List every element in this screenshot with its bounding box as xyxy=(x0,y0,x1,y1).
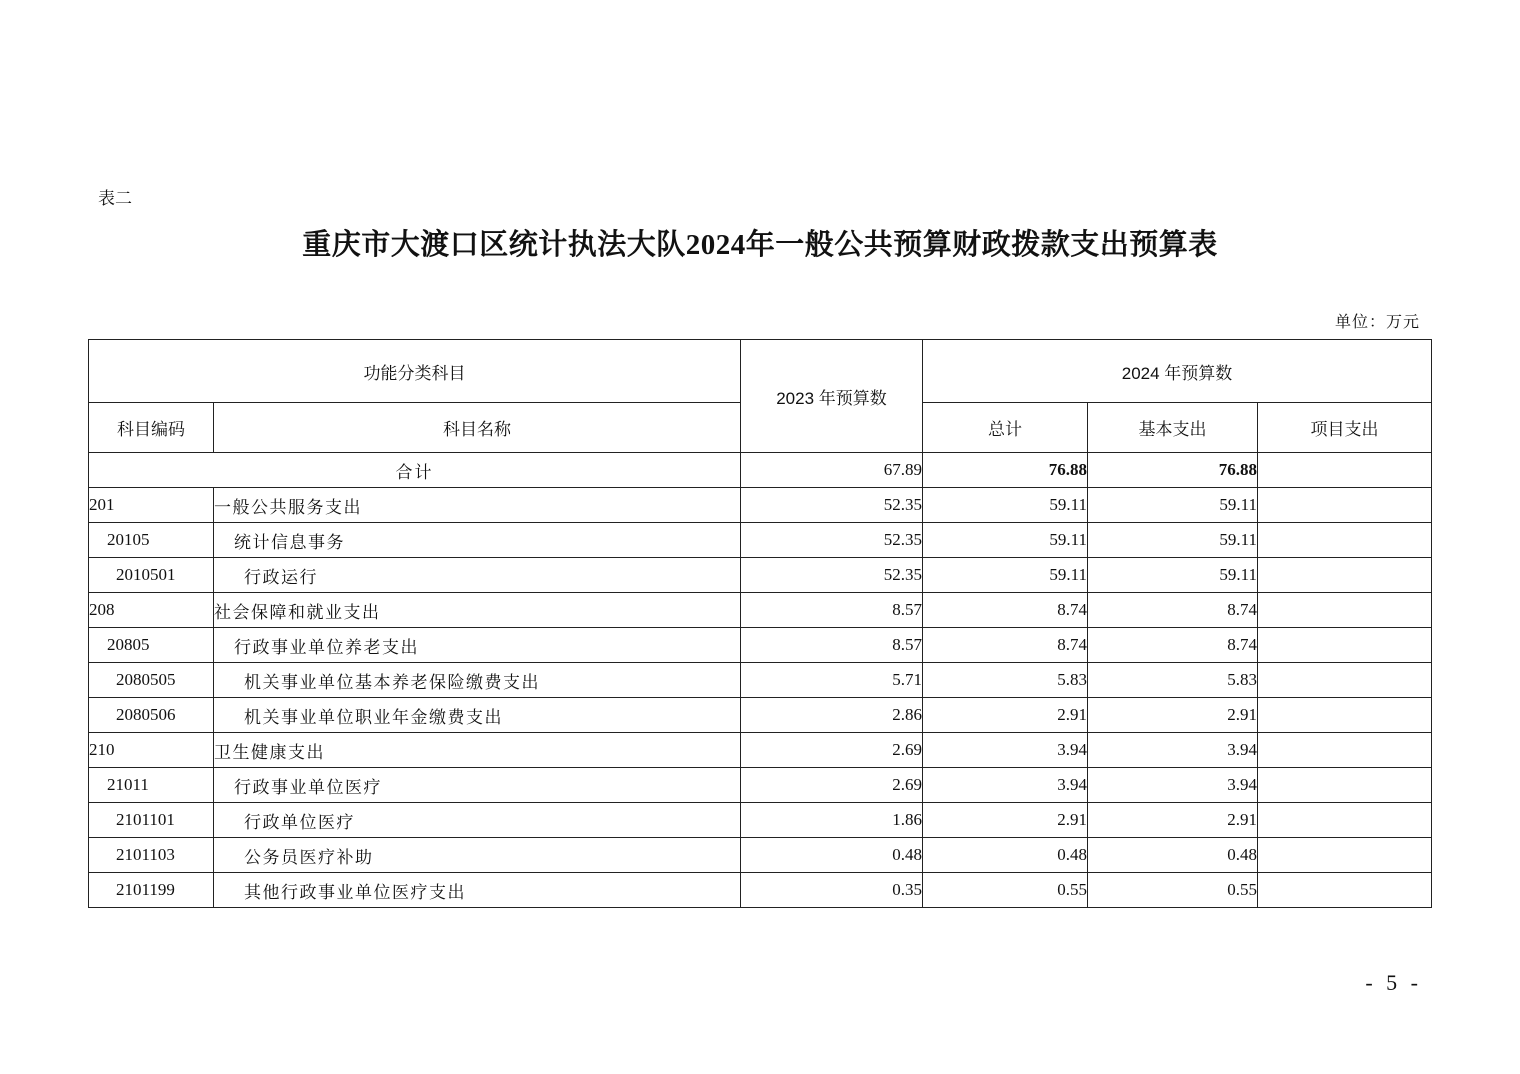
row-project xyxy=(1258,558,1432,593)
row-budget-2023: 52.35 xyxy=(741,558,923,593)
row-project xyxy=(1258,733,1432,768)
row-budget-2023: 0.48 xyxy=(741,838,923,873)
row-total: 0.55 xyxy=(923,873,1088,908)
row-budget-2023: 2.69 xyxy=(741,768,923,803)
row-basic: 59.11 xyxy=(1088,523,1258,558)
row-name: 行政事业单位医疗 xyxy=(214,768,741,803)
row-code: 20105 xyxy=(89,523,214,558)
row-total: 5.83 xyxy=(923,663,1088,698)
row-budget-2023: 2.86 xyxy=(741,698,923,733)
header-total: 总计 xyxy=(923,403,1088,453)
row-basic: 0.55 xyxy=(1088,873,1258,908)
budget-table xyxy=(88,339,1432,908)
row-code: 210 xyxy=(89,733,214,768)
row-total: 59.11 xyxy=(923,523,1088,558)
row-budget-2023: 0.35 xyxy=(741,873,923,908)
row-basic: 59.11 xyxy=(1088,558,1258,593)
row-name: 卫生健康支出 xyxy=(214,733,741,768)
total-total: 76.88 xyxy=(923,453,1088,488)
row-code: 2101101 xyxy=(89,803,214,838)
row-total: 3.94 xyxy=(923,768,1088,803)
row-budget-2023: 5.71 xyxy=(741,663,923,698)
table-row xyxy=(89,733,1432,768)
row-project xyxy=(1258,803,1432,838)
row-code: 201 xyxy=(89,488,214,523)
total-row xyxy=(89,453,1432,488)
row-basic: 0.48 xyxy=(1088,838,1258,873)
total-budget-2023: 67.89 xyxy=(741,453,923,488)
row-total: 3.94 xyxy=(923,733,1088,768)
row-basic: 5.83 xyxy=(1088,663,1258,698)
row-project xyxy=(1258,523,1432,558)
unit-note: 单位：万元 xyxy=(1334,314,1420,331)
table-row xyxy=(89,698,1432,733)
row-name: 行政单位医疗 xyxy=(214,803,741,838)
table-row xyxy=(89,768,1432,803)
row-name: 机关事业单位基本养老保险缴费支出 xyxy=(214,663,741,698)
row-basic: 8.74 xyxy=(1088,628,1258,663)
row-total: 8.74 xyxy=(923,628,1088,663)
header-code: 科目编码 xyxy=(89,403,214,453)
row-code: 20805 xyxy=(89,628,214,663)
header-row-1 xyxy=(89,340,1432,403)
table-row xyxy=(89,523,1432,558)
row-basic: 59.11 xyxy=(1088,488,1258,523)
document-title: 重庆市大渡口区统计执法大队2024年一般公共预算财政拨款支出预算表 xyxy=(302,229,1218,261)
table-label: 表二 xyxy=(98,189,132,208)
row-budget-2023: 8.57 xyxy=(741,593,923,628)
header-project: 项目支出 xyxy=(1258,403,1432,453)
row-name: 行政事业单位养老支出 xyxy=(214,628,741,663)
row-name: 社会保障和就业支出 xyxy=(214,593,741,628)
row-total: 2.91 xyxy=(923,803,1088,838)
row-project xyxy=(1258,488,1432,523)
row-budget-2023: 8.57 xyxy=(741,628,923,663)
header-basic: 基本支出 xyxy=(1088,403,1258,453)
row-basic: 8.74 xyxy=(1088,593,1258,628)
page-number: - 5 - xyxy=(1365,970,1422,995)
row-name: 公务员医疗补助 xyxy=(214,838,741,873)
row-budget-2023: 2.69 xyxy=(741,733,923,768)
table-row xyxy=(89,488,1432,523)
row-basic: 2.91 xyxy=(1088,803,1258,838)
total-project xyxy=(1258,453,1432,488)
row-code: 2101199 xyxy=(89,873,214,908)
table-row xyxy=(89,838,1432,873)
table-row xyxy=(89,558,1432,593)
row-budget-2023: 52.35 xyxy=(741,523,923,558)
row-basic: 2.91 xyxy=(1088,698,1258,733)
table-row xyxy=(89,663,1432,698)
table-row xyxy=(89,803,1432,838)
row-code: 2080506 xyxy=(89,698,214,733)
row-total: 0.48 xyxy=(923,838,1088,873)
row-code: 21011 xyxy=(89,768,214,803)
row-name: 统计信息事务 xyxy=(214,523,741,558)
row-name: 一般公共服务支出 xyxy=(214,488,741,523)
row-project xyxy=(1258,873,1432,908)
row-name: 行政运行 xyxy=(214,558,741,593)
row-project xyxy=(1258,768,1432,803)
row-name: 机关事业单位职业年金缴费支出 xyxy=(214,698,741,733)
row-project xyxy=(1258,698,1432,733)
row-code: 2010501 xyxy=(89,558,214,593)
header-func-category: 功能分类科目 xyxy=(89,340,741,403)
header-budget-2023: 2023 年预算数 xyxy=(741,340,923,453)
total-basic: 76.88 xyxy=(1088,453,1258,488)
row-code: 2080505 xyxy=(89,663,214,698)
header-name: 科目名称 xyxy=(214,403,741,453)
row-basic: 3.94 xyxy=(1088,733,1258,768)
row-project xyxy=(1258,838,1432,873)
row-project xyxy=(1258,663,1432,698)
row-total: 59.11 xyxy=(923,558,1088,593)
row-name: 其他行政事业单位医疗支出 xyxy=(214,873,741,908)
row-budget-2023: 1.86 xyxy=(741,803,923,838)
row-project xyxy=(1258,593,1432,628)
row-budget-2023: 52.35 xyxy=(741,488,923,523)
row-project xyxy=(1258,628,1432,663)
table-row xyxy=(89,593,1432,628)
row-total: 59.11 xyxy=(923,488,1088,523)
total-label: 合计 xyxy=(89,453,741,488)
row-code: 2101103 xyxy=(89,838,214,873)
row-total: 8.74 xyxy=(923,593,1088,628)
table-row xyxy=(89,873,1432,908)
header-budget-2024: 2024 年预算数 xyxy=(923,340,1432,403)
row-code: 208 xyxy=(89,593,214,628)
row-basic: 3.94 xyxy=(1088,768,1258,803)
table-row xyxy=(89,628,1432,663)
row-total: 2.91 xyxy=(923,698,1088,733)
